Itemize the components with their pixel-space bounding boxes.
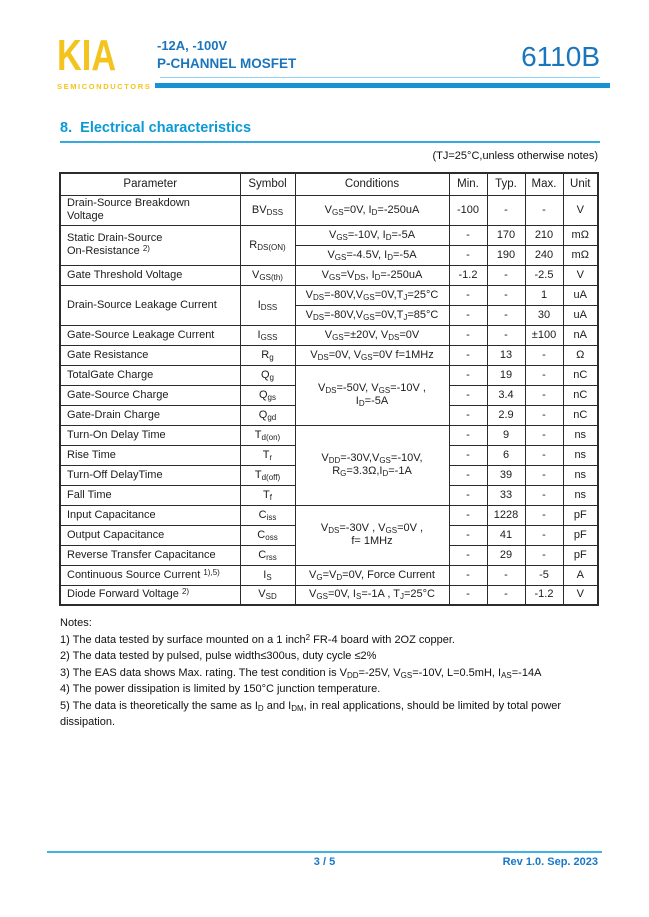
table-cell: $V_{SD}$	[240, 585, 295, 605]
table-row	[60, 285, 598, 305]
table-cell: mΩ	[563, 225, 598, 245]
table-cell: ns	[563, 425, 598, 445]
table-cell: 1228	[487, 505, 525, 525]
table-row	[60, 195, 598, 225]
table-cell: 33	[487, 485, 525, 505]
ec-table	[59, 172, 599, 606]
table-cell: -100	[449, 195, 487, 225]
table-cell: V	[563, 265, 598, 285]
table-cell: $V_{DD}=-30V,V_{GS}=-10V$, $R_G=3.3\Omega,I_D=-1A$	[295, 425, 449, 505]
table-cell: $V_{GS}=0V$, $I_D=-250uA$	[295, 195, 449, 225]
table-row	[60, 505, 598, 525]
table-cell: $V_{DS}=-30V$ , $V_{GS}=0V$ , f= 1MHz	[295, 505, 449, 565]
revision-label: Rev 1.0. Sep. 2023	[502, 856, 598, 868]
column-header: Parameter	[60, 173, 240, 195]
table-cell: 210	[525, 225, 563, 245]
table-cell: 2.9	[487, 405, 525, 425]
table-cell: $T_r$	[240, 445, 295, 465]
table-cell: ±100	[525, 325, 563, 345]
header-rule-thick	[155, 83, 610, 88]
page-number: 3 / 5	[313, 856, 336, 868]
table-cell: nA	[563, 325, 598, 345]
table-cell: $R_g$	[240, 345, 295, 365]
table-cell: mΩ	[563, 245, 598, 265]
table-cell: $T_{d(on)}$	[240, 425, 295, 445]
table-cell: 3.4	[487, 385, 525, 405]
parameter-cell: Gate-Drain Charge	[60, 405, 240, 425]
table-cell: -	[525, 425, 563, 445]
table-cell: -	[449, 365, 487, 385]
parameter-cell: Input Capacitance	[60, 505, 240, 525]
table-cell: 41	[487, 525, 525, 545]
table-cell: -1.2	[449, 265, 487, 285]
table-cell: -2.5	[525, 265, 563, 285]
device-type: P-CHANNEL MOSFET	[157, 56, 297, 71]
table-cell: 1	[525, 285, 563, 305]
parameter-cell: TotalGate Charge	[60, 365, 240, 385]
table-cell: -	[449, 405, 487, 425]
table-cell: $V_{GS}=-4.5V$, $I_D=-5A$	[295, 245, 449, 265]
section-underline	[60, 141, 600, 143]
table-cell: 19	[487, 365, 525, 385]
table-cell: -5	[525, 565, 563, 585]
section-title: 8. Electrical characteristics	[60, 120, 252, 136]
table-cell: -	[449, 545, 487, 565]
table-cell: -	[487, 325, 525, 345]
table-cell: 240	[525, 245, 563, 265]
table-cell: $R_{DS(ON)}$	[240, 225, 295, 265]
table-cell: 9	[487, 425, 525, 445]
table-cell: -	[449, 505, 487, 525]
table-cell: 30	[525, 305, 563, 325]
table-cell: -	[525, 525, 563, 545]
table-cell: 29	[487, 545, 525, 565]
table-cell: $C_{iss}$	[240, 505, 295, 525]
table-row	[60, 425, 598, 445]
table-cell: 170	[487, 225, 525, 245]
parameter-cell: Continuous Source Current $^{1),5)}$	[60, 565, 240, 585]
note-item: 3) The EAS data shows Max. rating. The test condition is $V_{DD}=-25V$, $V_{GS}=-10V$, L=0.5mH, $I_{AS}=-14A$	[60, 666, 542, 680]
parameter-cell: Output Capacitance	[60, 525, 240, 545]
table-row	[60, 565, 598, 585]
table-cell: $V_{GS}=0V$, $I_S=-1A$ , $T_J=25^\circ C$	[295, 585, 449, 605]
table-cell: nC	[563, 385, 598, 405]
table-cell: $C_{rss}$	[240, 545, 295, 565]
table-cell: $I_{GSS}$	[240, 325, 295, 345]
table-cell: V	[563, 195, 598, 225]
table-cell: $T_{d(off)}$	[240, 465, 295, 485]
column-header: Unit	[563, 173, 598, 195]
footer-rule	[47, 851, 602, 853]
device-rating: -12A, -100V	[157, 38, 228, 53]
table-cell: -	[449, 525, 487, 545]
parameter-cell: Gate-Source Charge	[60, 385, 240, 405]
table-cell: uA	[563, 305, 598, 325]
table-cell: $V_{DS}=-50V$, $V_{GS}=-10V$ , $I_D=-5A$	[295, 365, 449, 425]
table-cell: $V_{DS}=-80V,V_{GS}=0V,T_J=25^\circ C$	[295, 285, 449, 305]
table-cell: -	[449, 245, 487, 265]
table-cell: -	[449, 485, 487, 505]
table-cell: $C_{oss}$	[240, 525, 295, 545]
table-cell: 190	[487, 245, 525, 265]
table-cell: $V_{DS}=0V$, $V_{GS}=0V$ f=1MHz	[295, 345, 449, 365]
table-cell: -	[487, 285, 525, 305]
header-rule-thin	[160, 77, 600, 78]
note-item: 1) The data tested by surface mounted on a 1 inch$^2$ FR-4 board with 2OZ copper.	[60, 632, 455, 646]
table-cell: -	[487, 565, 525, 585]
ec-table-container	[59, 172, 599, 606]
table-cell: $Q_g$	[240, 365, 295, 385]
notes-label: Notes:	[60, 617, 92, 629]
table-cell: 39	[487, 465, 525, 485]
table-cell: -	[449, 305, 487, 325]
table-cell: -	[525, 195, 563, 225]
table-cell: -	[487, 195, 525, 225]
table-cell: -	[449, 345, 487, 365]
table-cell: $I_{DSS}$	[240, 285, 295, 325]
table-cell: $V_G=V_D=0V$, Force Current	[295, 565, 449, 585]
table-cell: -	[449, 445, 487, 465]
table-cell: nC	[563, 405, 598, 425]
parameter-cell: Drain-Source Leakage Current	[60, 285, 240, 325]
column-header: Min.	[449, 173, 487, 195]
table-cell: -	[449, 585, 487, 605]
table-cell: A	[563, 565, 598, 585]
table-row	[60, 345, 598, 365]
table-row	[60, 265, 598, 285]
table-cell: $Q_{gs}$	[240, 385, 295, 405]
table-cell: -	[525, 545, 563, 565]
table-row	[60, 325, 598, 345]
parameter-cell: Gate Resistance	[60, 345, 240, 365]
table-cell: -	[449, 565, 487, 585]
table-cell: -	[525, 385, 563, 405]
table-cell: -	[449, 385, 487, 405]
table-cell: -	[525, 485, 563, 505]
notes-section	[60, 615, 605, 731]
table-cell: -	[525, 405, 563, 425]
table-row	[60, 225, 598, 245]
table-cell: pF	[563, 545, 598, 565]
table-cell: nC	[563, 365, 598, 385]
note-item: 2) The data tested by pulsed, pulse width≤300us, duty cycle ≤2%	[60, 650, 377, 662]
parameter-cell: Turn-Off DelayTime	[60, 465, 240, 485]
table-cell: ns	[563, 485, 598, 505]
parameter-cell: Drain-Source Breakdown Voltage	[60, 195, 240, 225]
parameter-cell: Fall Time	[60, 485, 240, 505]
table-cell: -	[449, 465, 487, 485]
table-cell: $V_{GS}=-10V$, $I_D=-5A$	[295, 225, 449, 245]
table-cell: 13	[487, 345, 525, 365]
table-cell: 6	[487, 445, 525, 465]
table-cell: $V_{DS}=-80V,V_{GS}=0V,T_J=85^\circ C$	[295, 305, 449, 325]
parameter-cell: Rise Time	[60, 445, 240, 465]
part-number: 6110B	[521, 41, 600, 72]
table-cell: $V_{GS}=\pm 20V$, $V_{DS}=0V$	[295, 325, 449, 345]
table-cell: -	[487, 305, 525, 325]
table-cell: $V_{GS}=V_{DS}$, $I_D=-250uA$	[295, 265, 449, 285]
parameter-cell: Diode Forward Voltage $^{2)}$	[60, 585, 240, 605]
parameter-cell: Gate Threshold Voltage	[60, 265, 240, 285]
table-cell: -	[449, 325, 487, 345]
table-cell: -	[449, 225, 487, 245]
table-cell: -	[487, 585, 525, 605]
table-cell: $Q_{gd}$	[240, 405, 295, 425]
table-cell: Ω	[563, 345, 598, 365]
table-cell: -1.2	[525, 585, 563, 605]
table-cell: -	[449, 285, 487, 305]
test-condition-note: (TJ=25°C,unless otherwise notes)	[432, 150, 598, 162]
table-cell: -	[525, 345, 563, 365]
table-header-row	[60, 173, 598, 195]
brand-logo: KIA	[57, 31, 117, 80]
table-cell: -	[449, 425, 487, 445]
column-header: Typ.	[487, 173, 525, 195]
table-cell: -	[525, 365, 563, 385]
table-cell: $BV_{DSS}$	[240, 195, 295, 225]
table-cell: ns	[563, 465, 598, 485]
brand-logo-subtext: SEMICONDUCTORS	[57, 82, 152, 91]
table-cell: -	[487, 265, 525, 285]
table-cell: pF	[563, 525, 598, 545]
table-cell: pF	[563, 505, 598, 525]
table-row	[60, 585, 598, 605]
table-row	[60, 365, 598, 385]
column-header: Conditions	[295, 173, 449, 195]
column-header: Max.	[525, 173, 563, 195]
table-cell: $T_f$	[240, 485, 295, 505]
table-cell: $I_S$	[240, 565, 295, 585]
column-header: Symbol	[240, 173, 295, 195]
note-item: 5) The data is theoretically the same as $I_D$ and $I_{DM}$, in real applications, should be limited by total power dissipation.	[60, 699, 562, 728]
table-cell: -	[525, 465, 563, 485]
table-cell: $V_{GS(th)}$	[240, 265, 295, 285]
parameter-cell: Gate-Source Leakage Current	[60, 325, 240, 345]
table-cell: V	[563, 585, 598, 605]
table-cell: -	[525, 445, 563, 465]
parameter-cell: Static Drain-Source On-Resistance $^{2)}$	[60, 225, 240, 265]
note-item: 4) The power dissipation is limited by 150°C junction temperature.	[60, 683, 381, 695]
parameter-cell: Reverse Transfer Capacitance	[60, 545, 240, 565]
table-cell: ns	[563, 445, 598, 465]
parameter-cell: Turn-On Delay Time	[60, 425, 240, 445]
table-cell: uA	[563, 285, 598, 305]
table-cell: -	[525, 505, 563, 525]
